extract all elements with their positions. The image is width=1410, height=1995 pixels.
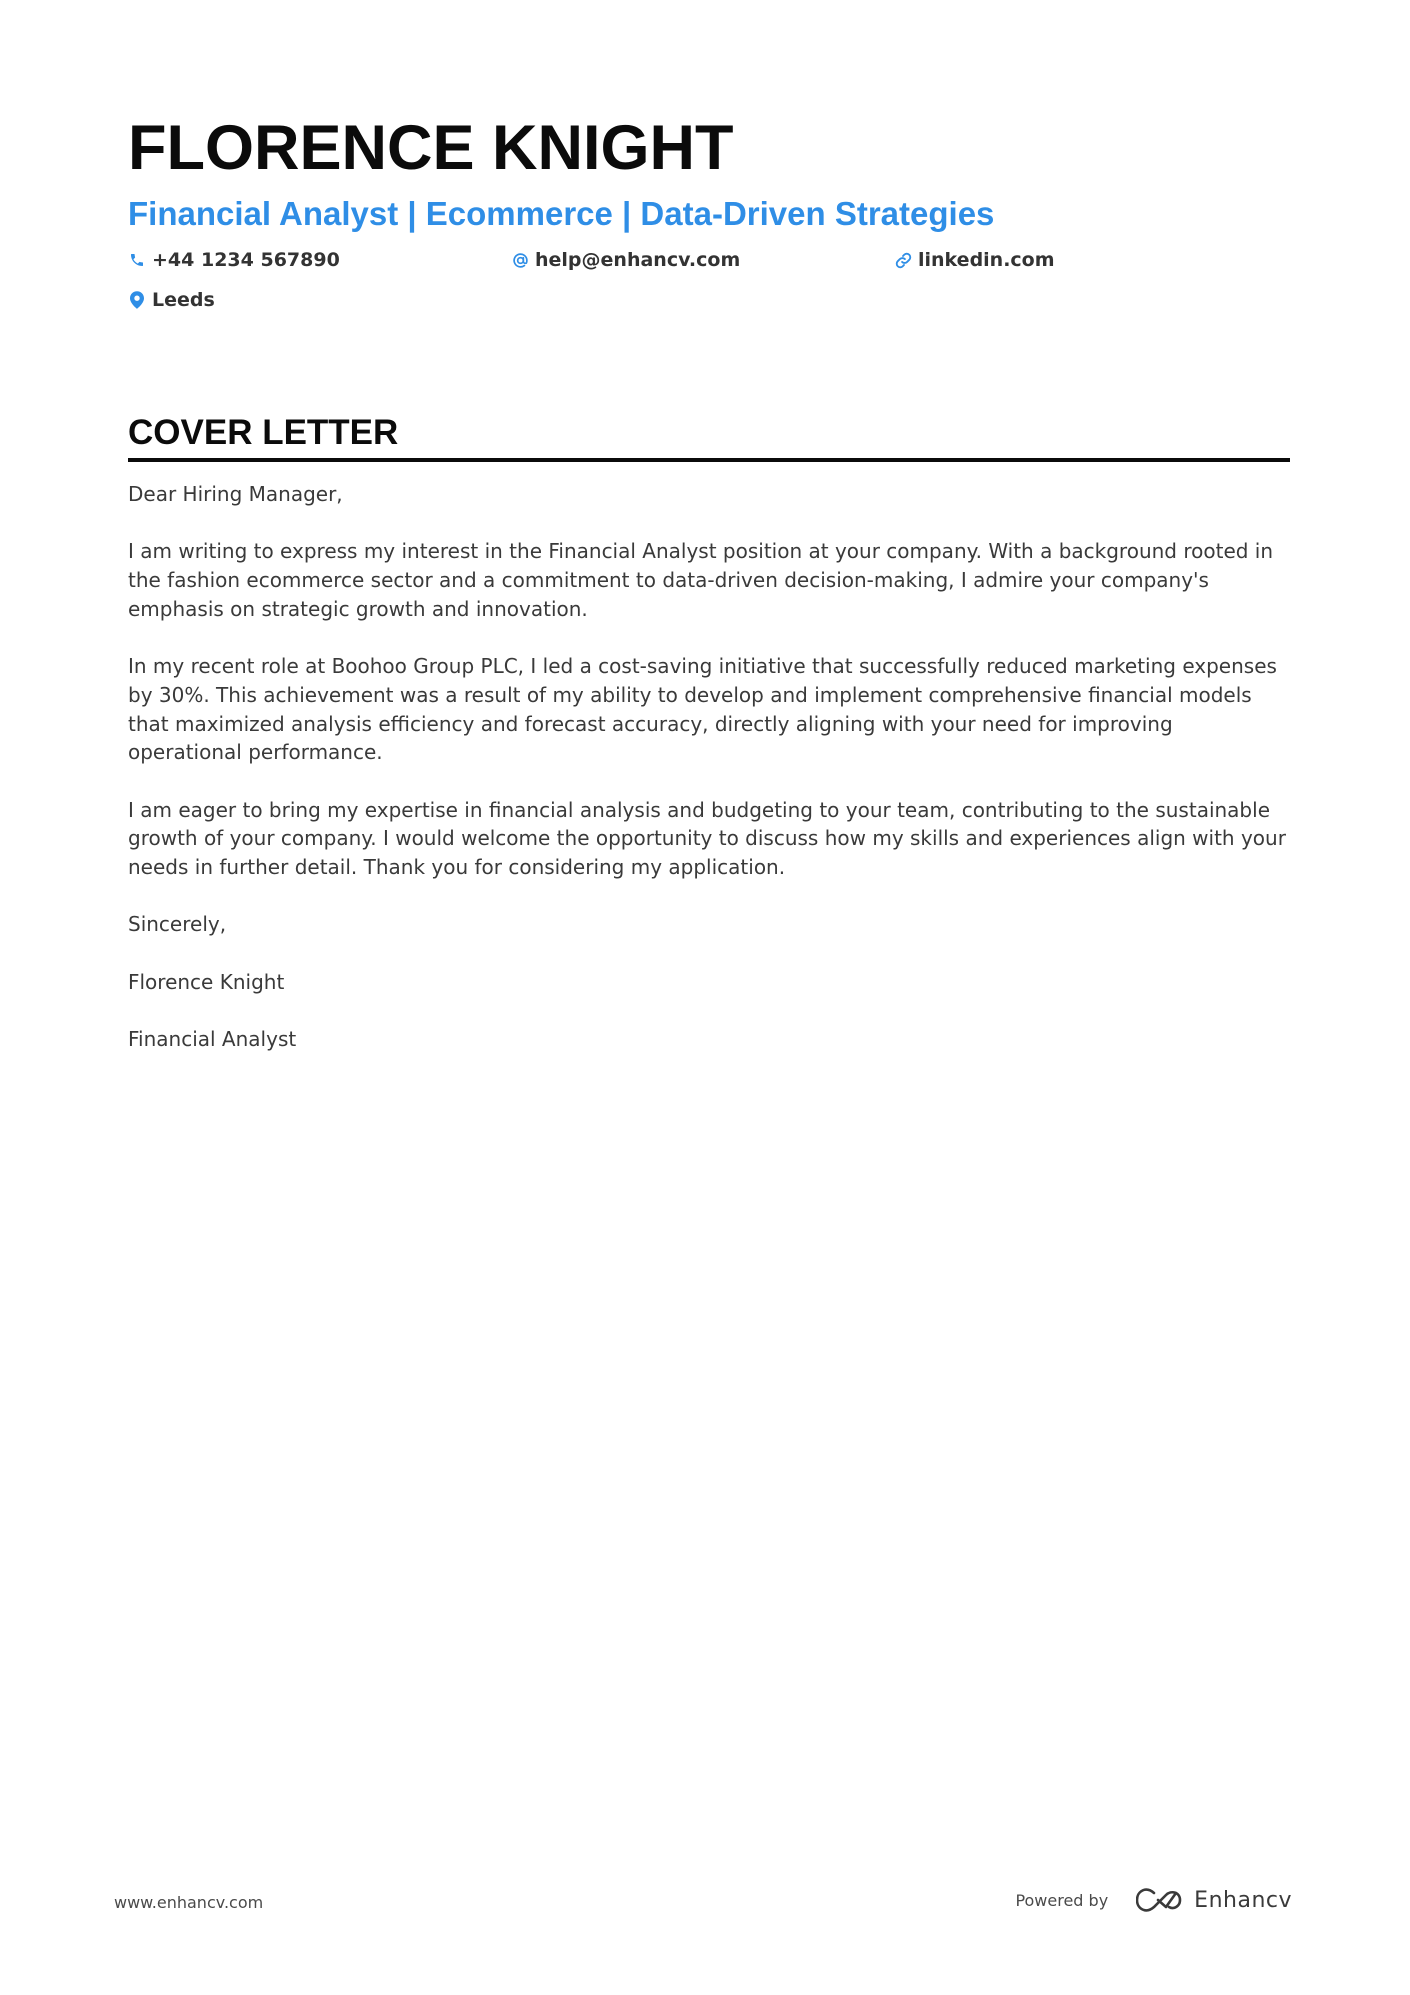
contact-linkedin[interactable] <box>894 246 1055 274</box>
linkedin-text: linkedin.com <box>918 249 1055 271</box>
candidate-headline: Financial Analyst | Ecommerce | Data-Driven Strategies <box>128 195 995 232</box>
footer-website[interactable]: www.enhancv.com <box>114 1893 264 1912</box>
contact-info <box>128 246 1290 330</box>
letter-closing: Sincerely, <box>128 912 227 937</box>
section-title: COVER LETTER <box>128 413 399 452</box>
letter-body <box>128 480 1290 1054</box>
footer-branding[interactable] <box>1015 1880 1292 1920</box>
cover-letter-page <box>128 110 1290 1083</box>
contact-location <box>128 286 215 314</box>
signature-title: Financial Analyst <box>128 1027 297 1052</box>
letter-greeting: Dear Hiring Manager, <box>128 482 343 506</box>
at-sign-icon <box>511 251 529 269</box>
enhancv-logo-icon <box>1136 1887 1184 1913</box>
signature-name: Florence Knight <box>128 969 285 994</box>
map-pin-icon <box>128 291 146 309</box>
letter-paragraph: In my recent role at Boohoo Group PLC, I led a cost-saving initiative that successfully reduced marketing expenses by 30%. This achievement was a result of my ability to develop and implement comprehensive financial models that maximized analysis efficiency and forecast accuracy, directly aligning with your need for improving operational performance. <box>128 654 1277 765</box>
phone-text: +44 1234 567890 <box>152 249 340 271</box>
location-text: Leeds <box>152 289 215 311</box>
powered-by-label: Powered by <box>1015 1890 1109 1910</box>
link-icon <box>894 251 912 269</box>
email-text: help@enhancv.com <box>535 249 741 271</box>
contact-email[interactable] <box>511 246 740 274</box>
brand-name: Enhancv <box>1194 1887 1292 1913</box>
phone-icon <box>128 251 146 269</box>
letter-paragraph: I am eager to bring my expertise in financial analysis and budgeting to your team, contributing to the sustainable growth of your company. I would welcome the opportunity to discuss how my skills and experiences align with your needs in further detail. Thank you for considering my application. <box>128 797 1286 880</box>
candidate-name: FLORENCE KNIGHT <box>128 113 734 183</box>
section-divider <box>128 458 1290 462</box>
letter-paragraph: I am writing to express my interest in the Financial Analyst position at your company. With a background rooted in the fashion ecommerce sector and a commitment to data-driven decision-making, I admire your company's emphasis on strategic growth and innovation. <box>128 539 1274 621</box>
contact-phone[interactable] <box>128 246 340 274</box>
